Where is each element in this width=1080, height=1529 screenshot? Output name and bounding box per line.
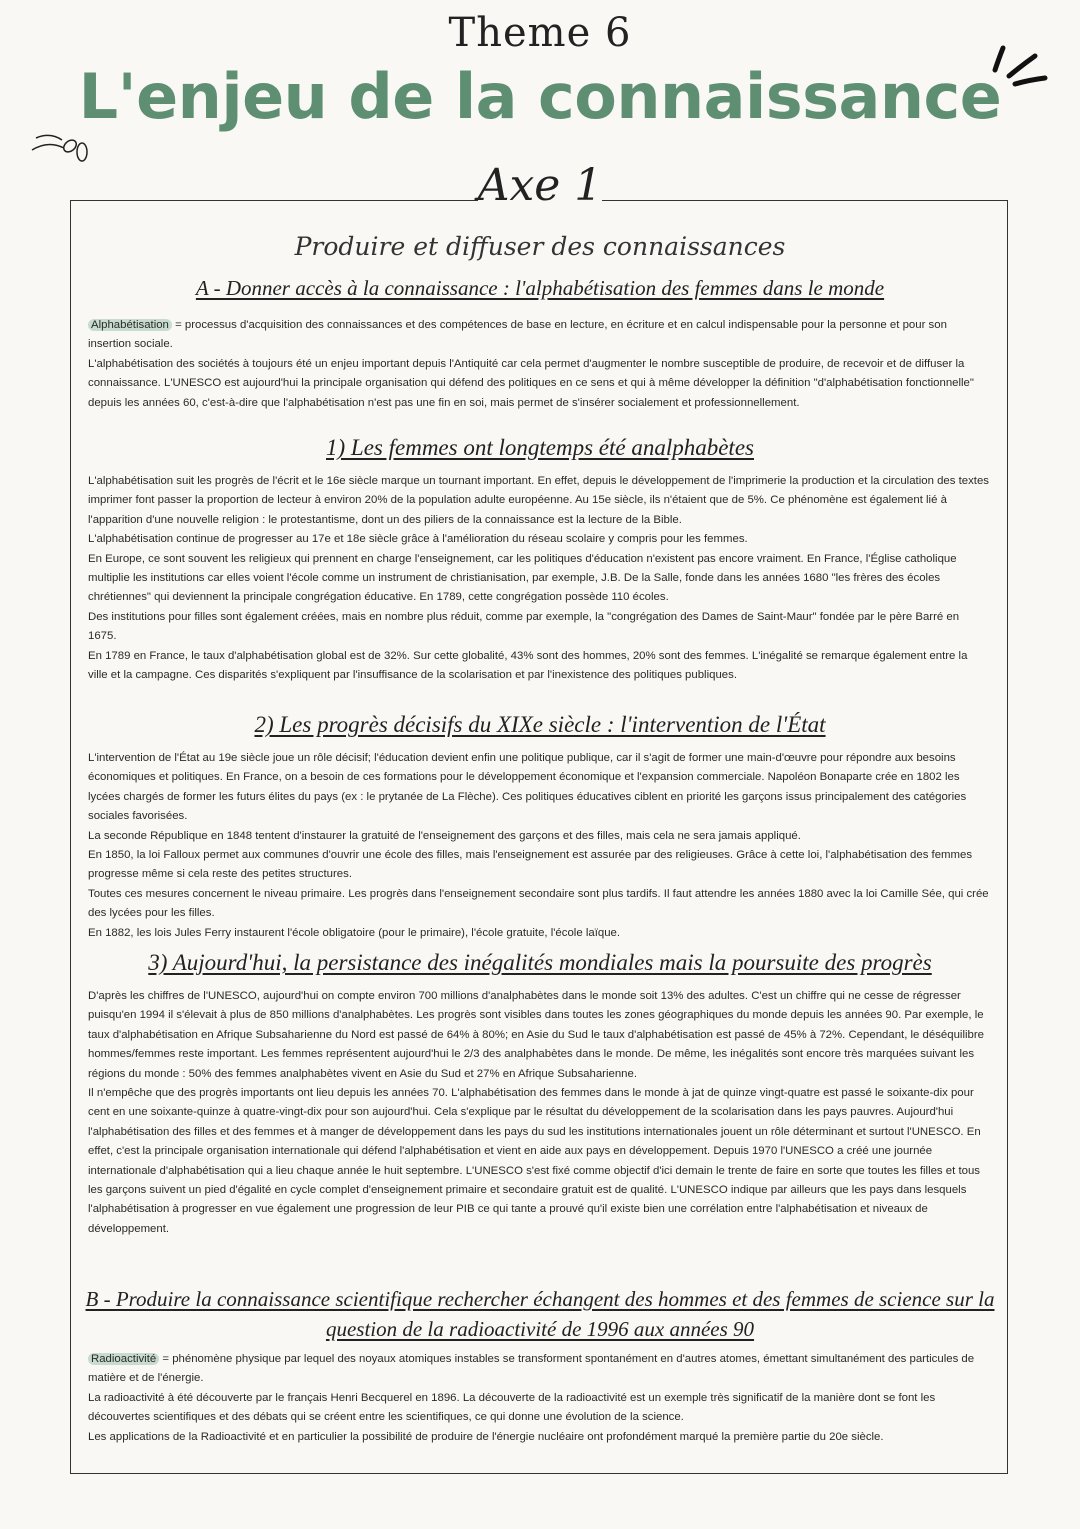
paragraph: D'après les chiffres de l'UNESCO, aujourd'hui on compte environ 700 millions d'analphabètes dans le monde soit 13% des adultes. C'est un chiffre qui ne cesse de régresser puisqu'en 1994 il s'élevait à plus de 850 millions d'analphabètes. Les progrès sont visibles dans toutes les zones géographiques du monde depuis les années 90. Par exemple, le taux d'alphabétisation en Afrique Subsaharienne du Nord est passé de 64% à 80%; en Asie du Sud le taux d'alphabétisation est passé de 45% à 72%. Cependant, le déséquilibre hommes/femmes reste important. Les femmes représentent aujourd'hui le 2/3 des analphabètes dans le monde. De même, les inégalités sont encore très marquées suivant les régions du monde : 50% des femmes analphabètes vivent en Asie du Sud et 27% en Afrique Subsaharienne.: [88, 990, 984, 1080]
section-b-title-line-2: question de la radioactivité de 1996 aux années 90: [325, 1317, 755, 1341]
paragraph: L'alphabétisation suit les progrès de l'écrit et le 16e siècle marque un tournant important. En effet, depuis le développement de l'imprimerie la production et la circulation des textes imprimer font passer la proportion de lecteur à environ 20% de la population adulte européenne. Au 15e siècle, ils n'étaient que de 5%. Ce phénomène est également lié à l'apparition d'une nouvelle religion : le protestantisme, dont un des piliers de la connaissance est la lecture de la Bible.: [88, 475, 989, 526]
paragraph: La radioactivité à été découverte par le français Henri Becquerel en 1896. La découverte de la radioactivité est un exemple très significatif de la manière dont se font les découvertes scientifiques et des débats qui se créent entre les scientifiques, ce qui donne une évolution de la science.: [88, 1391, 936, 1424]
part-3-title: 3) Aujourd'hui, la persistance des inégalités mondiales mais la poursuite des progrès: [148, 950, 932, 975]
paragraph: En 1882, les lois Jules Ferry instaurent l'école obligatoire (pour le primaire), l'école gratuite, l'école laïque.: [88, 926, 621, 939]
section-b-title-line-1: B - Produire la connaissance scientifique rechercher échangent des hommes et des femmes de science sur la: [85, 1287, 995, 1311]
section-b-title: [80, 1284, 1000, 1344]
paragraph: Toutes ces mesures concernent le niveau primaire. Les progrès dans l'enseignement secondaire sont plus tardifs. Il faut attendre les années 1880 avec la loi Camille Sée, qui crée des lycées pour les filles.: [88, 887, 989, 920]
paragraph: En 1850, la loi Falloux permet aux communes d'ouvrir une école des filles, mais l'enseignement est assurée par des religieuses. Grâce à cette loi, l'alphabétisation des femmes progresse même si cela reste des petites structures.: [88, 849, 973, 881]
paragraph: En 1789 en France, le taux d'alphabétisation global est de 32%. Sur cette globalité, 43% sont des hommes, 20% sont des femmes. L'inégalité se remarque également entre la ville et la campagne. Ces disparités s'expliquent par l'insuffisance de la scolarisation et par l'inexistence des politiques publiques.: [88, 649, 968, 682]
axis-title: Axe 1: [477, 160, 603, 211]
part-3-body: [88, 987, 990, 1239]
sparkle-decoration-icon: [985, 40, 1055, 100]
paragraph: Il n'empêche que des progrès importants ont lieu depuis les années 70. L'alphabétisation des femmes dans le monde à jat de quinze vingt-quatre est passé le soixante-dix pour cent en une soixante-quinze à quatre-vingt-dix pour son aujourd'hui. Cela s'explique par le résultat du développement de la scolarisation dans les pays pauvres. Aujourd'hui l'alphabétisation des filles et des femmes et à manger de développement dans les pays du sud les institutions internationales jouent un rôle déterminant et surtout l'UNESCO. En effet, c'est la principale organisation internationale qui défend l'alphabétisation et vient en aide aux pays en développement. Depuis 1970 l'UNESCO a créé une journée internationale d'alphabétisation qui a lieu chaque année le huit septembre. L'UNESCO s'est fixé comme objectif d'ici demain le trente de faire en sorte que toutes les filles et tous les garçons suivent un pied d'égalité en cycle complet d'enseignement primaire et secondaire gratuit est de qualité. L'UNESCO indique par ailleurs que les pays dans lesquels l'alphabétisation à progresser en vue également une progression de leur PIB ce qui tante a prouvé qu'il existe bien une corrélation entre l'alphabétisation et niveaux de développement.: [88, 1087, 981, 1235]
part-2-body: [88, 749, 990, 943]
definition-alphabetisation: Alphabétisation = processus d'acquisition des connaissances et des compétences de base en lecture, en écriture et en calcul indispensable pour la personne et pour son insertion sociale.: [88, 319, 947, 351]
part-1-title: 1) Les femmes ont longtemps été analphabètes: [326, 435, 754, 460]
paragraph: L'intervention de l'État au 19e siècle joue un rôle décisif; l'éducation devient enfin une politique publique, car il s'agit de former une main-d'œuvre pour répondre aux besoins économiques et politiques. En France, on a besoin de ces formations pour le développement économique et l'expansion commerciale. Napoléon Bonaparte crée en 1802 les lycées chargés de former les futurs élites du pays (ex : le prytanée de La Flèche). Ces politiques éducatives ciblent en priorité les garçons issus principalement des catégories sociales favorisées.: [88, 752, 967, 823]
paragraph: En Europe, ce sont souvent les religieux qui prennent en charge l'enseignement, car les politiques d'éducation n'existent pas encore vraiment. En France, l'Église catholique multiplie les institutions car elles voient l'école comme un instrument de christianisation, par exemple, J.B. De la Salle, fonde dans les années 1680 "les frères des écoles chrétiennes" qui deviennent la principale congrégation éducative. En 1789, cette congrégation possède 110 écoles.: [88, 552, 957, 604]
leaf-decoration-icon: [28, 132, 98, 172]
paragraph: Des institutions pour filles sont également créées, mais en nombre plus réduit, comme par exemple, la "congrégation des Dames de Saint-Maur" fondée par le père Barré en 1675.: [88, 610, 960, 643]
theme-label: Theme 6: [448, 10, 632, 56]
paragraph: L'alphabétisation des sociétés à toujours été un enjeu important depuis l'Antiquité car cela permet d'augmenter le nombre susceptible de produire, de recevoir et de diffuser la connaissance. L'UNESCO est aujourd'hui la principale organisation qui défend des politiques en ce sens et qui à même développer la définition "d'alphabétisation fonctionnelle" depuis les années 60, c'est-à-dire que l'alphabétisation n'est pas une fin en soi, mais permet de s'insérer socialement et professionnellement.: [88, 357, 974, 409]
paragraph: La seconde République en 1848 tentent d'instaurer la gratuité de l'enseignement des garçons et des filles, mais cela ne sera jamais appliqué.: [88, 829, 801, 842]
paragraph: L'alphabétisation continue de progresser au 17e et 18e siècle grâce à l'amélioration du réseau scolaire y compris pour les femmes.: [88, 533, 748, 546]
section-a-body: [88, 316, 990, 413]
part-1-body: [88, 472, 990, 685]
section-b-body: [88, 1350, 990, 1447]
axis-subtitle: Produire et diffuser des connaissances: [294, 232, 786, 261]
page-title: L'enjeu de la connaissance: [78, 60, 1002, 133]
term-radioactivite: Radioactivité: [88, 1353, 159, 1365]
paragraph: Les applications de la Radioactivité et en particulier la possibilité de produire de l'énergie nucléaire ont profondément marqué la première partie du 20e siècle.: [88, 1430, 884, 1443]
term-alphabetisation: Alphabétisation: [88, 319, 172, 331]
part-2-title: 2) Les progrès décisifs du XIXe siècle : l'intervention de l'État: [254, 712, 826, 737]
definition-radioactivite: Radioactivité = phénomène physique par lequel des noyaux atomiques instables se transforment spontanément en d'autres atomes, émettant simultanément des particules de matière et de l'énergie.: [88, 1353, 975, 1385]
section-a-title: A - Donner accès à la connaissance : l'alphabétisation des femmes dans le monde: [195, 276, 885, 300]
